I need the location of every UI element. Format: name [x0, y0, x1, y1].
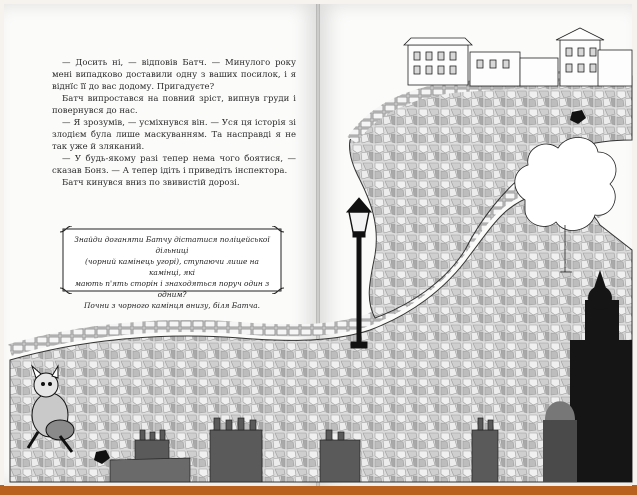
caption-line: мають п'ять сторін і знаходяться поруч один з одним?	[74, 279, 270, 299]
story-paragraph: Батч кинувся вниз по звивистій дорозі.	[62, 178, 240, 188]
story-paragraph: Батч випростався на повний зріст, випнув груди і повернувся до нас.	[52, 94, 296, 116]
caption-line: Почни з чорного камінця внизу, біля Батча.	[83, 301, 261, 310]
story-text	[52, 57, 296, 189]
caption-line: Знайди доганяти Батчу дістатися поліцейської дільниці	[74, 235, 270, 255]
puzzle-caption-box	[60, 226, 284, 310]
puzzle-caption-text	[70, 234, 274, 311]
caption-line: (чорний камінець угорі), ступаючи лише на камінці, які	[85, 257, 259, 277]
story-paragraph: — Я зрозумів, — усміхнувся він. — Уся ця історія зі злодієм була лише маскуванням. Та насправді я не так уже й зляканий.	[52, 118, 296, 152]
story-paragraph: — У будь-якому разі тепер нема чого боятися, — сказав Бонз. — А тепер ідіть і приведіть інспектора.	[52, 154, 296, 176]
townhouses-drawing	[404, 28, 632, 86]
story-paragraph: — Досить ні, — відповів Батч. — Минулого року мені випадково доставили одну з ваших посилок, і я віднїс її до вас додому. Пригадуєте?	[52, 58, 296, 92]
